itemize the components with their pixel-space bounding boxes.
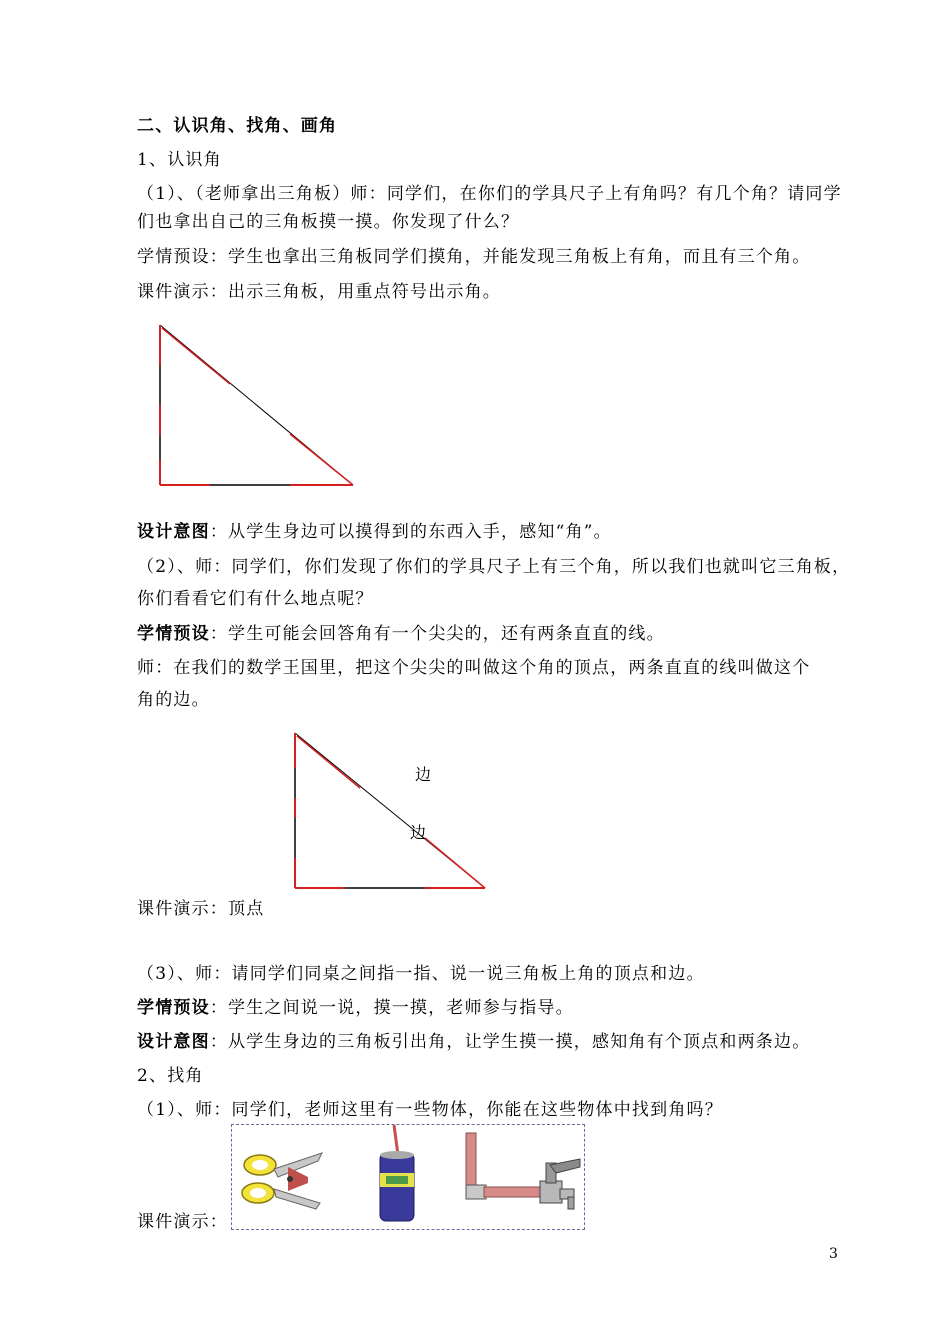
text: ：从学生身边的三角板引出角，让学生摸一摸，感知角有个顶点和两条边。 [209,1032,811,1052]
label: 学情预设 [137,624,210,644]
edge-label: 边 [410,823,427,842]
paragraph [137,520,840,544]
subsection-title: 2、找角 [137,1066,204,1086]
text: 出示三角板，用重点符号出示角。 [228,282,501,302]
paragraph [137,996,840,1020]
text: 学生也拿出三角板同学们摸角，并能发现三角板上有角，而且有三个角。 [228,247,811,267]
edge-label: 边 [415,765,432,784]
paragraph-line: 角的边。 [137,690,210,710]
text: ：从学生身边可以摸得到的东西入手，感知“角”。 [209,522,612,542]
paragraph-line: （1）、（老师拿出三角板）师：同学们，在你们的学具尺子上有角吗？有几个角？请同学 [137,184,842,204]
paragraph [137,280,840,304]
paragraph-line: 师：在我们的数学王国里，把这个尖尖的叫做这个角的顶点，两条直直的线叫做这个 [137,658,811,678]
label: 设计意图 [137,1032,210,1052]
paragraph-line: （2）、师：同学们，你们发现了你们的学具尺子上有三个角，所以我们也就叫它三角板， [137,557,851,577]
page-number: 3 [829,1246,838,1262]
paragraph-line: 你们看看它们有什么地点呢？ [137,589,374,609]
paragraph-line: 们也拿出自己的三角板摸一摸。你发现了什么？ [137,212,520,232]
triangle-diagram-2 [285,728,495,893]
section-heading: 二、认识角、找角、画角 [137,116,338,136]
text: ：学生之间说一说，摸一摸，老师参与指导。 [209,998,574,1018]
label: 学情预设 [137,998,210,1018]
label: 课件演示： [137,282,228,302]
paragraph-line: （3）、师：请同学们同桌之间指一指、说一说三角板上角的顶点和边。 [137,964,705,984]
label: 设计意图 [137,522,210,542]
paragraph-line: 课件演示： [137,1212,228,1232]
scissors-icon [238,1147,328,1217]
paragraph [137,622,840,646]
triangle-diagram-1 [150,320,360,490]
subsection-title: 1、认识角 [137,150,222,170]
paragraph [137,1030,840,1054]
text: ：学生可能会回答角有一个尖尖的，还有两条直直的线。 [209,624,665,644]
paragraph-line: （1）、师：同学们，老师这里有一些物体，你能在这些物体中找到角吗？ [137,1100,723,1120]
label: 学情预设： [137,247,228,267]
paragraph-line: 课件演示：顶点 [137,899,265,919]
paragraph [137,245,840,269]
